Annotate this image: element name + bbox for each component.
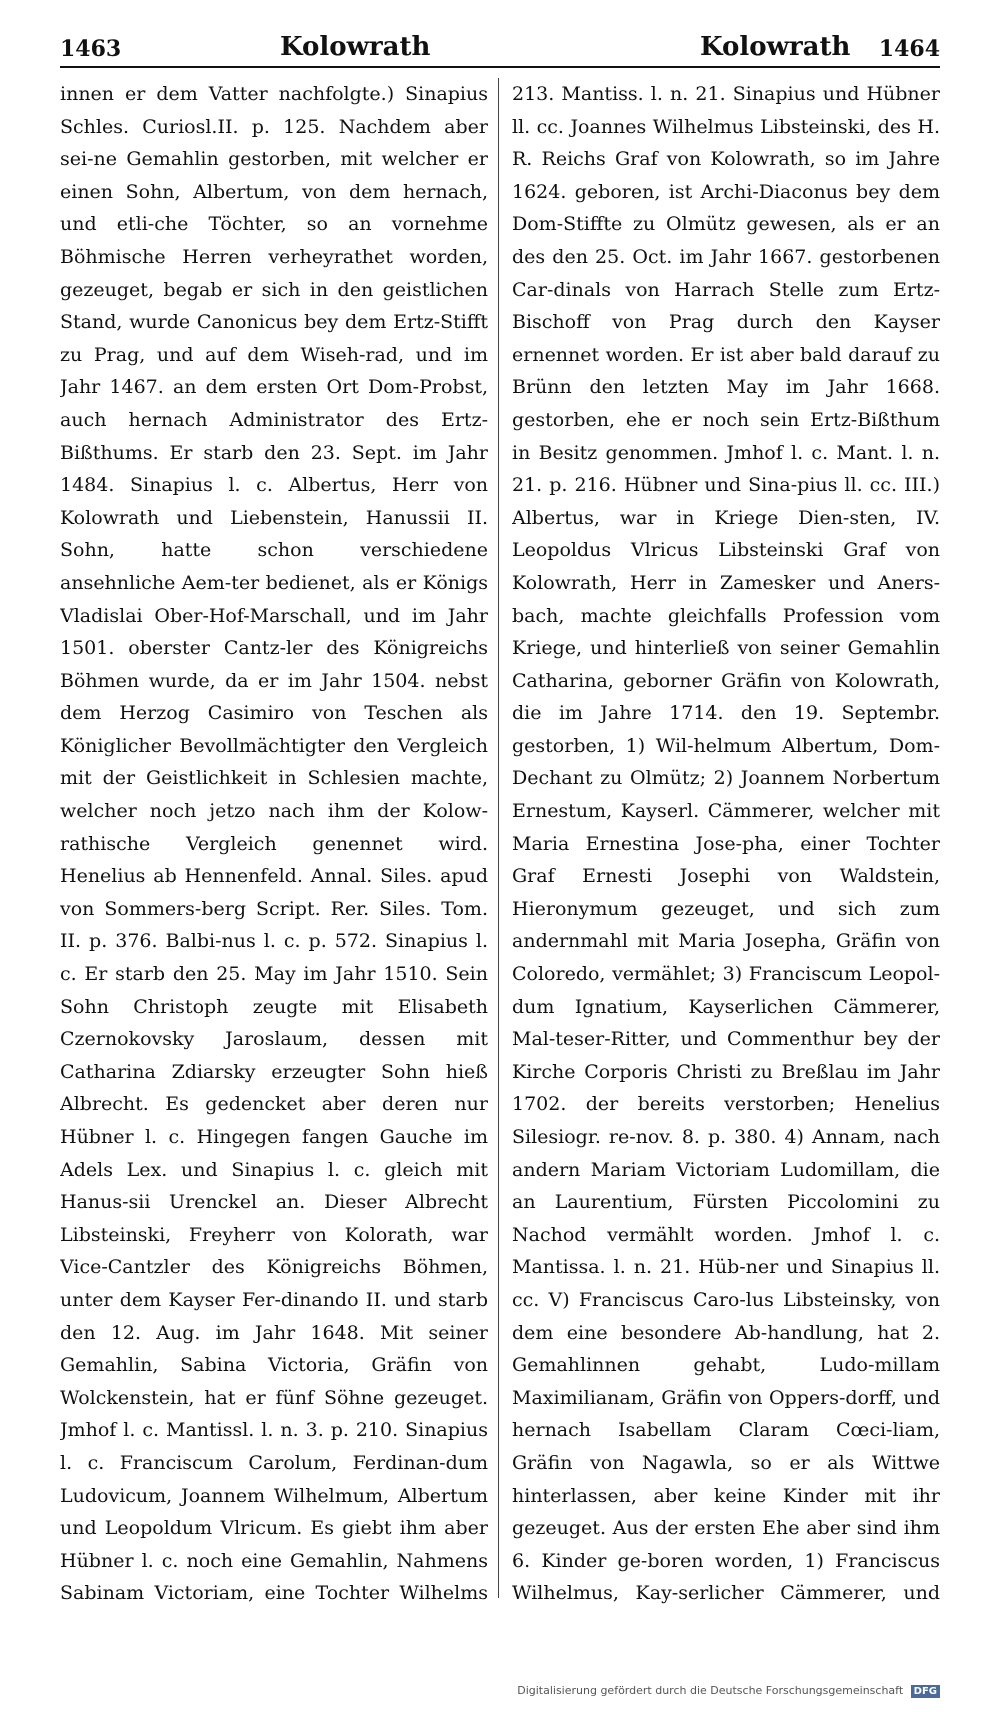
credit-text: Digitalisierung gefördert durch die Deutsche Forschungsgemeinschaft	[517, 1684, 904, 1697]
right-running-headword: Kolowrath	[700, 32, 851, 62]
right-page-number: 1464	[878, 36, 940, 62]
left-text-column: innen er dem Vatter nachfolgte.) Sinapius Schles. Curiosl.II. p. 125. Nachdem aber sei-ne Gemahlin gestorben, mit welcher er einen Sohn, Albertum, von dem hernach, und etli-che Töchter, so an vornehme Böhmische Herren verheyrathet worden, gezeuget, begab er sich in den geistlichen Stand, wurde Canonicus bey dem Ertz-Stifft zu Prag, und auf dem Wiseh-rad, und im Jahr 1467. an dem ersten Ort Dom-Probst, auch hernach Administrator des Ertz-Bißthums. Er starb den 23. Sept. im Jahr 1484. Sinapius l. c. Albertus, Herr von Kolowrath und Liebenstein, Hanussii II. Sohn, hatte schon verschiedene ansehnliche Aem-ter bedienet, als er Königs Vladislai Ober-Hof-Marschall, und im Jahr 1501. oberster Cantz-ler des Königreichs Böhmen wurde, da er im Jahr 1504. nebst dem Herzog Casimiro von Teschen als Königlicher Bevollmächtigter den Vergleich mit der Geistlichkeit in Schlesien machte, welcher noch jetzo nach ihm der Kolow-rathische Vergleich genennet wird. Henelius ab Hennenfeld. Annal. Siles. apud von Sommers-berg Script. Rer. Siles. Tom. II. p. 376. Balbi-nus l. c. p. 572. Sinapius l. c. Er starb den 25. May im Jahr 1510. Sein Sohn Christoph zeugte mit Elisabeth Czernokovsky Jaroslaum, dessen mit Catharina Zdiarsky erzeugter Sohn hieß Albrecht. Es gedencket aber deren nur Hübner l. c. Hingegen fangen Gauche im Adels Lex. und Sinapius l. c. gleich mit Hanus-sii Urenckel an. Dieser Albrecht Libsteinski, Freyherr von Kolorath, war Vice-Cantzler des Königreichs Böhmen, unter dem Kayser Fer-dinando II. und starb den 12. Aug. im Jahr 1648. Mit seiner Gemahlin, Sabina Victoria, Gräfin von Wolckenstein, hat er fünf Söhne gezeuget. Jmhof l. c. Mantissl. l. n. 3. p. 210. Sinapius l. c. Franciscum Carolum, Ferdinan-dum Ludovicum, Joannem Wilhelmum, Albertum und Leopoldum Vlricum. Es giebt ihm aber Hübner l. c. noch eine Gemahlin, Nahmens Sabinam Victoriam, eine Tochter Wilhelms	[60, 83, 488, 1605]
column-divider	[498, 78, 499, 1598]
dfg-logo: DFG	[911, 1685, 940, 1698]
header-rule	[60, 66, 940, 68]
left-running-headword: Kolowrath	[280, 32, 431, 62]
digitization-credit	[517, 1684, 940, 1698]
left-page-number: 1463	[60, 36, 122, 62]
running-header	[60, 30, 940, 68]
right-text-column: 213. Mantiss. l. n. 21. Sinapius und Hübner ll. cc. Joannes Wilhelmus Libsteinski, des H. R. Reichs Graf von Kolowrath, so im Jahre 1624. geboren, ist Archi-Diaconus bey dem Dom-Stiffte zu Olmütz gewesen, als er an des den 25. Oct. im Jahr 1667. gestorbenen Car-dinals von Harrach Stelle zum Ertz-Bischoff von Prag durch den Kayser ernennet worden. Er ist aber bald darauf zu Brünn den letzten May im Jahr 1668. gestorben, ehe er noch sein Ertz-Bißthum in Besitz genommen. Jmhof l. c. Mant. l. n. 21. p. 216. Hübner und Sina-pius ll. cc. III.) Albertus, war in Kriege Dien-sten, IV. Leopoldus Vlricus Libsteinski Graf von Kolowrath, Herr in Zamesker und Aners-bach, machte gleichfalls Profession vom Kriege, und hinterließ von seiner Gemahlin Catharina, geborner Gräfin von Kolowrath, die im Jahre 1714. den 19. Septembr. gestorben, 1) Wil-helmum Albertum, Dom-Dechant zu Olmütz; 2) Joannem Norbertum Ernestum, Kayserl. Cämmerer, welcher mit Maria Ernestina Jose-pha, einer Tochter Graf Ernesti Josephi von Waldstein, Hieronymum gezeuget, und sich zum andernmahl mit Maria Josepha, Gräfin von Coloredo, vermählet; 3) Franciscum Leopol-dum Ignatium, Kayserlichen Cämmerer, Mal-teser-Ritter, und Commenthur bey der Kirche Corporis Christi zu Breßlau im Jahr 1702. der bereits verstorben; Henelius Silesiogr. re-nov. 8. p. 380. 4) Annam, nach andern Mariam Victoriam Ludomillam, die an Laurentium, Fürsten Piccolomini zu Nachod vermählt worden. Jmhof l. c. Mantissa. l. n. 21. Hüb-ner und Sinapius ll. cc. V) Franciscus Caro-lus Libsteinsky, von dem eine besondere Ab-handlung, hat 2. Gemahlinnen gehabt, Ludo-millam Maximilianam, Gräfin von Oppers-dorff, und hernach Isabellam Claram Cœci-liam, Gräfin von Nagawla, so er als Wittwe hinterlassen, aber keine Kinder mit ihr gezeuget. Aus der ersten Ehe aber sind ihm 6. Kinder ge-boren worden, 1) Franciscus Wilhelmus, Kay-serlicher Cämmerer, und	[512, 83, 940, 1605]
